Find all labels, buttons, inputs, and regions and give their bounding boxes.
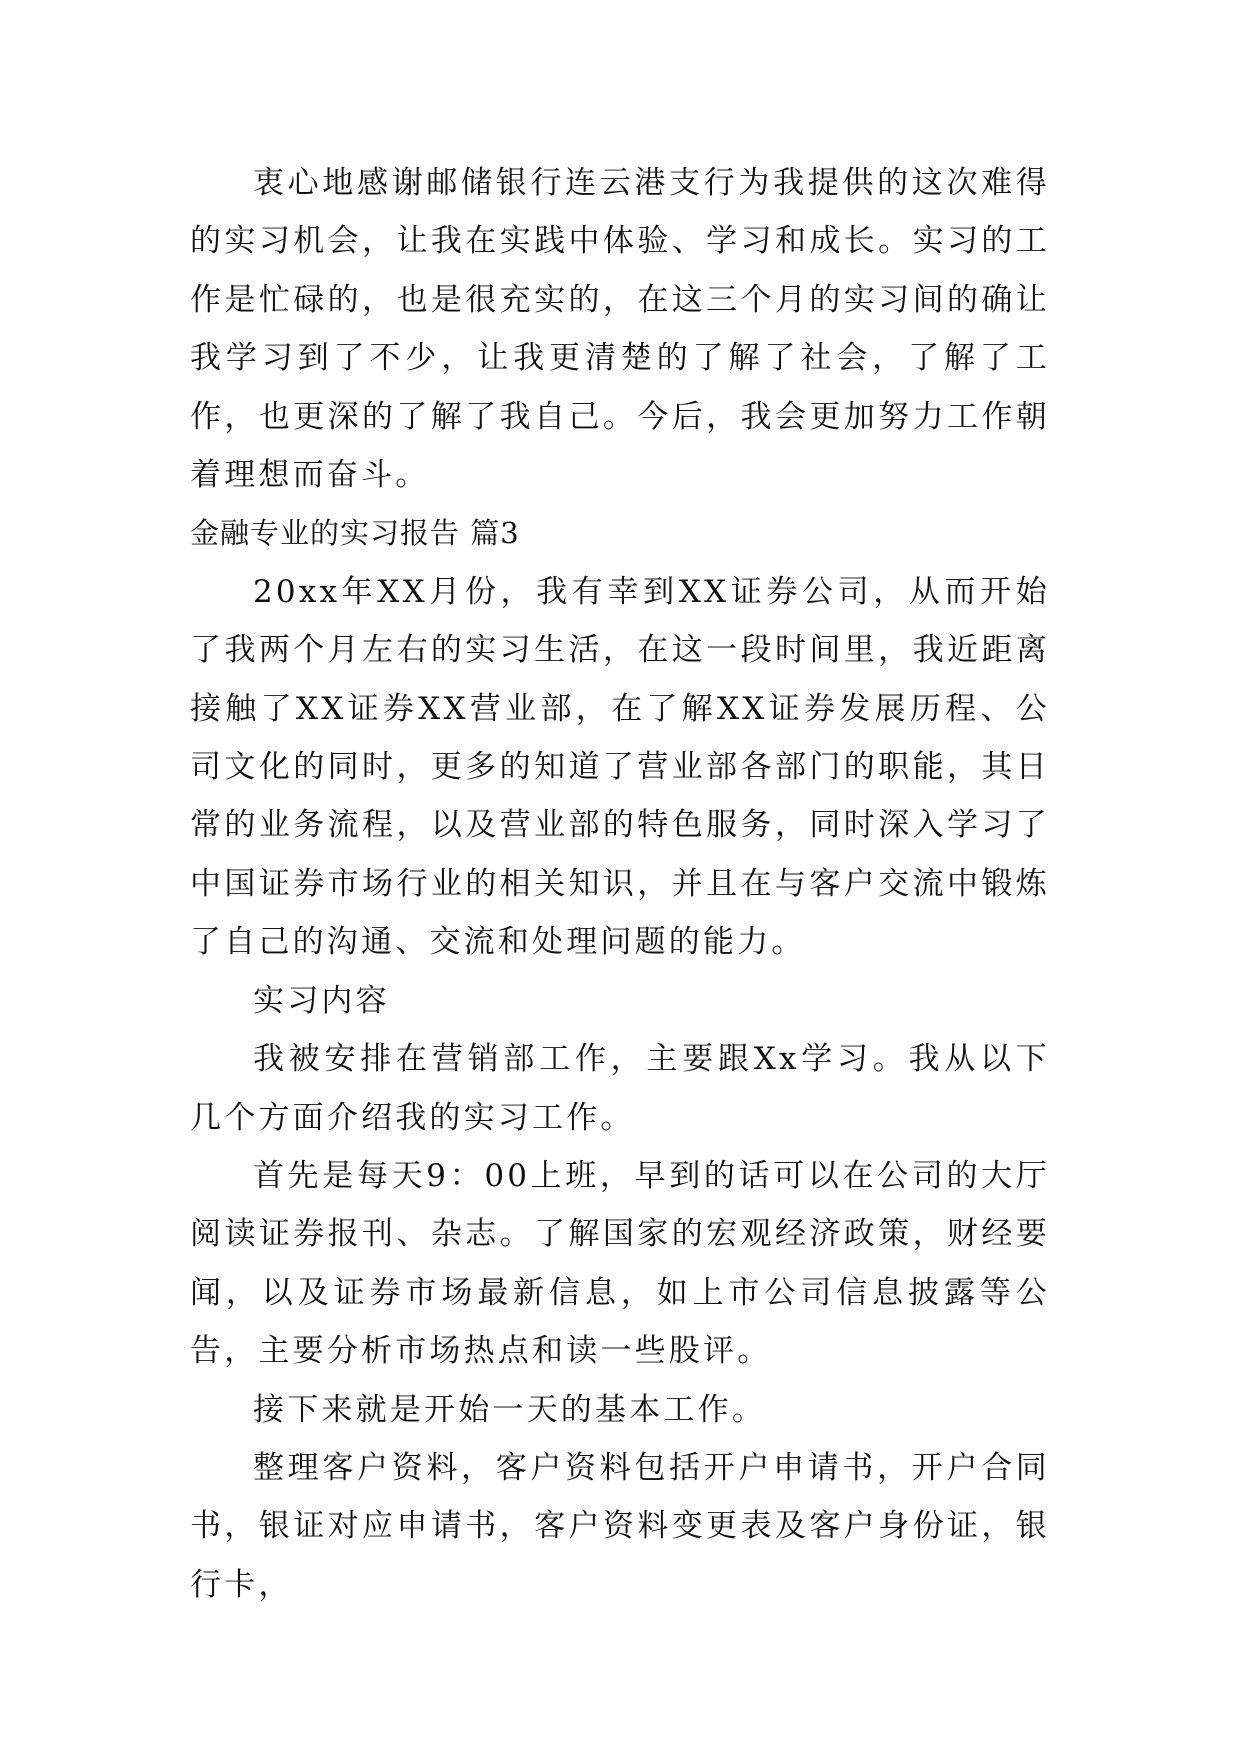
paragraph-intro: 20xx年XX月份，我有幸到XX证券公司，从而开始了我两个月左右的实习生活，在这一段时间里，我近距离接触了XX证券XX营业部，在了解XX证券发展历程、公司文化的同时，更多的知道了营业部各部门的职能，其日常的业务流程，以及营业部的特色服务，同时深入学习了中国证券市场行业的相关知识，并且在与客户交流中锻炼了自己的沟通、交流和处理问题的能力。 (190, 573, 1050, 961)
section-heading: 金融专业的实习报告 篇3 (190, 516, 520, 551)
document-body (190, 154, 1050, 1614)
paragraph-daily-work: 接下来就是开始一天的基本工作。 (253, 1391, 766, 1428)
paragraph-thanks: 衷心地感谢邮储银行连云港支行为我提供的这次难得的实习机会，让我在实践中体验、学习和成长。实习的工作是忙碌的，也是很充实的，在这三个月的实习间的确让我学习到了不少，让我更清楚的了解了社会，了解了工作，也更深的了解了我自己。今后，我会更加努力工作朝着理想而奋斗。 (190, 165, 1050, 494)
paragraph-client-files: 整理客户资料，客户资料包括开户申请书，开户合同书，银证对应申请书，客户资料变更表及客户身份证，银行卡， (190, 1449, 1050, 1603)
paragraph-subheading-content: 实习内容 (253, 982, 390, 1019)
paragraph-assignment: 我被安排在营销部工作，主要跟Xx学习。我从以下几个方面介绍我的实习工作。 (190, 1041, 1050, 1136)
paragraph-morning-routine: 首先是每天9：00上班，早到的话可以在公司的大厅阅读证券报刊、杂志。了解国家的宏观经济政策，财经要闻，以及证券市场最新信息，如上市公司信息披露等公告，主要分析市场热点和读一些股评。 (190, 1157, 1050, 1370)
